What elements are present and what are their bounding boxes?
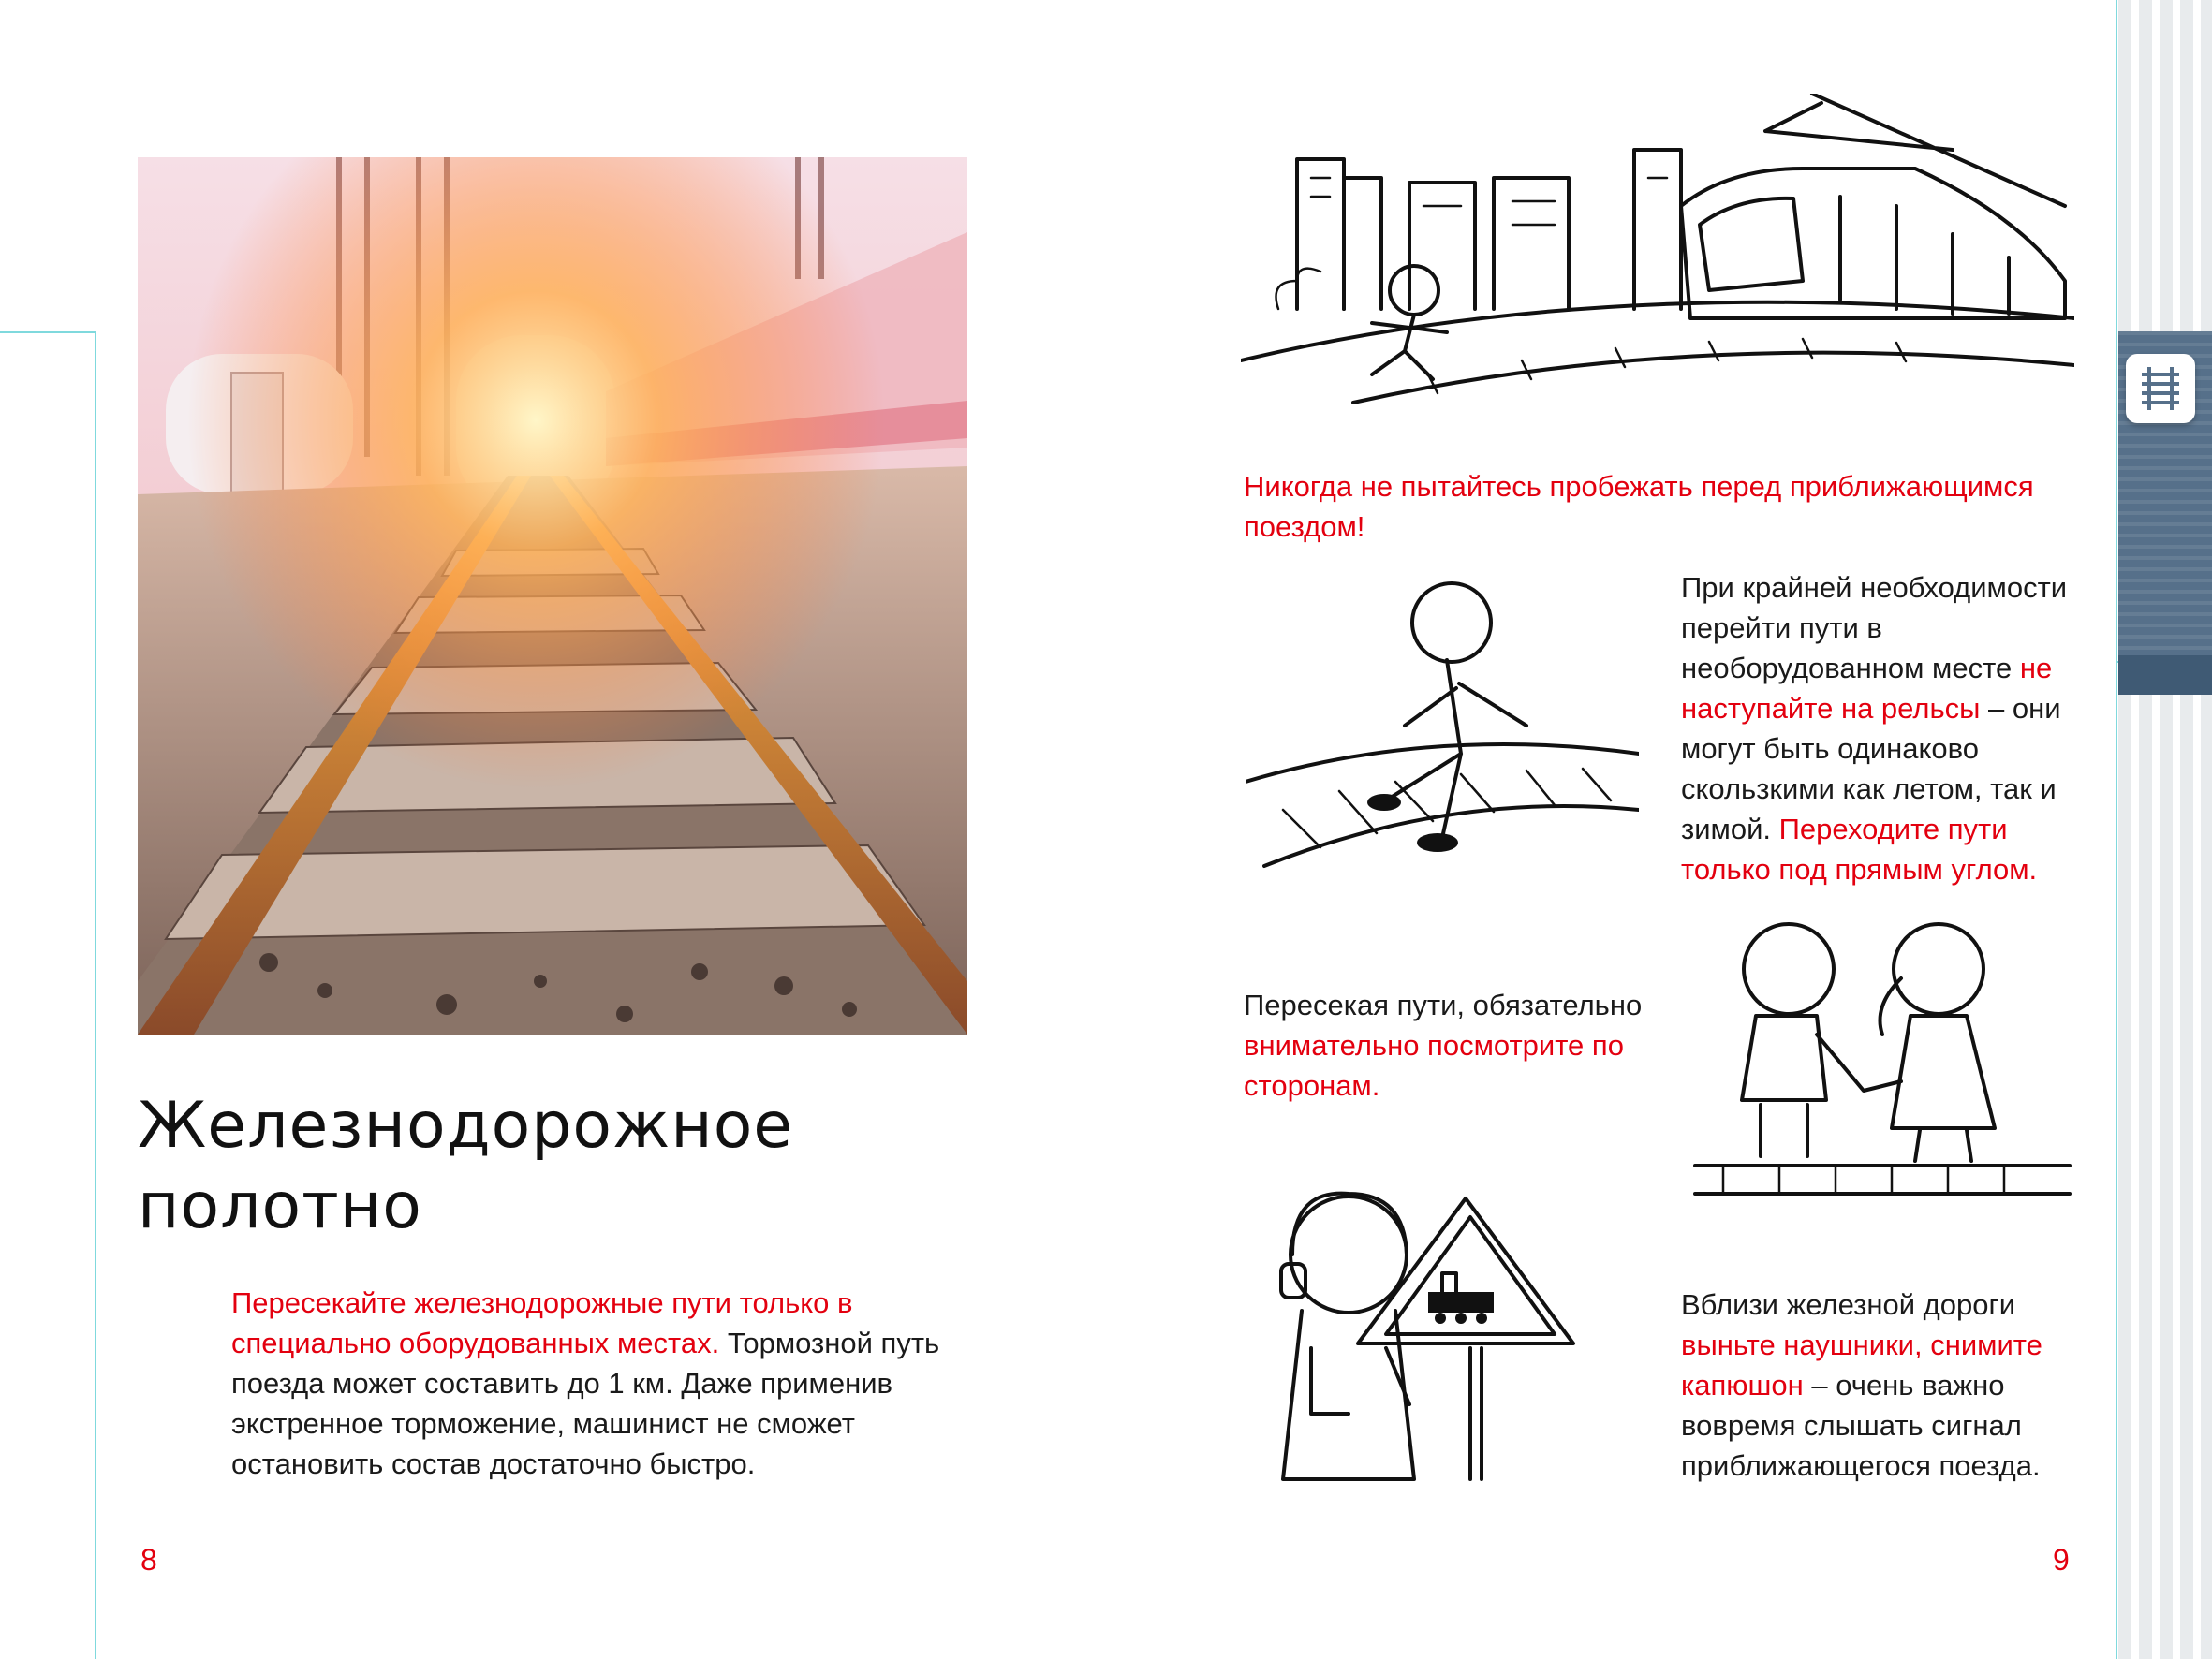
page-number-left: 8 (140, 1543, 157, 1577)
left-body-red: Пересекайте железнодорожные пути только в специально оборудованных местах. (231, 1286, 853, 1359)
tip-4-part-1: Вблизи железной дороги (1681, 1288, 2016, 1321)
railway-photo (138, 157, 967, 1035)
edge-pattern (2118, 0, 2212, 1659)
tip-4-red-1: выньте наушники, снимите капюшон (1681, 1329, 2042, 1402)
frame-line-left (95, 331, 96, 1659)
page-title-line-1: Железнодорожное (138, 1089, 794, 1163)
tip-4-text (1681, 1285, 2084, 1486)
tip-2-text (1681, 567, 2084, 889)
illustration-kids-looking (1686, 913, 2079, 1222)
tip-3-red-1: внимательно посмотрите по сторонам. (1244, 1029, 1624, 1102)
tip-3-text (1244, 985, 1646, 1106)
left-body-rest: Тормозной путь поезда может составить до 1 км. Даже применив экстренное торможение, машинист не сможет остановить состав достаточно быстро. (231, 1327, 940, 1480)
tip-2-part-2: – они могут быть одинаково скользкими как летом, так и зимой. (1681, 692, 2061, 845)
illustration-girl-headphones-sign (1236, 1170, 1648, 1489)
tip-1-text: Никогда не пытайтесь пробежать перед приближающимся поездом! (1244, 470, 2034, 543)
tip-2-red-1: не наступайте на рельсы (1681, 652, 2053, 725)
railway-track-icon (2126, 354, 2195, 423)
frame-line-left-top (0, 331, 96, 333)
left-body-text (231, 1283, 981, 1484)
side-tab-band (2118, 655, 2212, 695)
tip-4-part-2: – очень важно вовремя слышать сигнал приближающегося поезда. (1681, 1369, 2041, 1482)
page-number-right: 9 (2053, 1543, 2070, 1577)
tip-2-red-2: Переходите пути только под прямым углом. (1681, 813, 2038, 886)
frame-line-right (2116, 0, 2117, 1659)
illustration-boy-stepping-rails (1246, 566, 1639, 875)
tip-3-part-1: Пересекая пути, обязательно (1244, 989, 1643, 1021)
illustration-boy-running-train (1241, 94, 2074, 431)
page-title (138, 1086, 981, 1247)
tip-2-part-1: При крайней необходимости перейти пути в необорудованном месте (1681, 571, 2068, 684)
page-title-line-2: полотно (138, 1169, 422, 1243)
